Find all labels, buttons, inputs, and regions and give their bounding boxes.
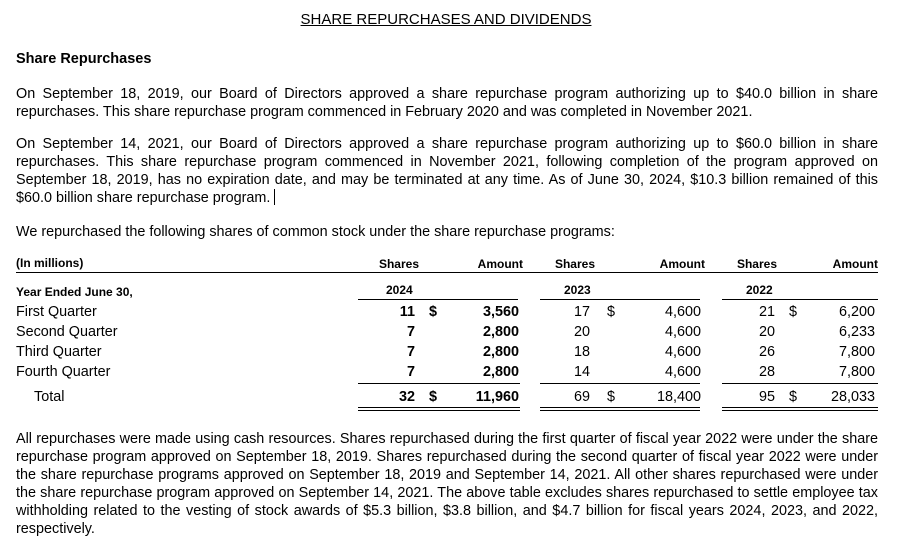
year-rule-2022	[722, 299, 878, 300]
total-shares-2022: 95	[758, 389, 775, 405]
shares-2022: 28	[758, 364, 775, 380]
amount-2023: 4,600	[664, 304, 701, 320]
shares-2024: 7	[406, 364, 415, 380]
row-label: First Quarter	[16, 304, 97, 320]
total-double-rule-2024-a	[358, 407, 520, 408]
shares-2023: 14	[573, 364, 590, 380]
shares-2023: 17	[573, 304, 590, 320]
shares-2023: 20	[573, 324, 590, 340]
currency-2022: $	[789, 304, 798, 320]
col-header-amount-2023: Amount	[659, 257, 705, 271]
paragraph-footnote: All repurchases were made using cash resources. Shares repurchased during the first quarter of fiscal year 2022 were under the share repurchase program approved on September 18, 2019. Shares repurchased during the second quarter of fiscal year 2022 were under the share repurchase programs approved on September 18, 2019 and September 14, 2021. All other shares repurchased were under the share repurchase program approved on September 14, 2021. The above table excludes shares repurchased to settle employee tax withholding related to the vesting of stock awards of $5.3 billion, $3.8 billion, and $4.7 billion for fiscal years 2024, 2023, and 2022, respectively.	[16, 431, 878, 537]
year-2023: 2023	[564, 283, 591, 297]
page-title: SHARE REPURCHASES AND DIVIDENDS	[300, 11, 592, 28]
year-rule-2024	[358, 299, 518, 300]
total-double-rule-2023-b	[540, 410, 700, 411]
shares-2024: 7	[406, 344, 415, 360]
row-label: Third Quarter	[16, 344, 102, 360]
total-currency-2022: $	[789, 389, 798, 405]
year-2024: 2024	[386, 283, 413, 297]
year-rule-2023	[540, 299, 700, 300]
amount-2022: 7,800	[838, 364, 875, 380]
year-2022: 2022	[746, 283, 773, 297]
total-amount-2023: 18,400	[656, 389, 701, 405]
amount-2023: 4,600	[664, 324, 701, 340]
amount-2023: 4,600	[664, 364, 701, 380]
total-double-rule-2022-b	[722, 410, 878, 411]
col-header-amount-2024: Amount	[477, 257, 523, 271]
currency-2024: $	[429, 304, 438, 320]
amount-2024: 2,800	[482, 324, 519, 340]
header-rule	[16, 272, 878, 273]
paragraph-table-intro: We repurchased the following shares of common stock under the share repurchase programs:	[16, 224, 615, 240]
amount-2023: 4,600	[664, 344, 701, 360]
amount-2024: 3,560	[482, 304, 519, 320]
period-label: Year Ended June 30,	[16, 285, 133, 299]
amount-2022: 7,800	[838, 344, 875, 360]
paragraph-program-2021-text: On September 14, 2021, our Board of Directors approved a share repurchase program authorizing up to $60.0 billion in share repurchases. This share repurchase program commenced in November 2021, following completion of the program approved on September 18, 2019, has no expiration date, and may be terminated at any time. As of June 30, 2024, $10.3 billion remained of this $60.0 billion share repurchase program.	[16, 136, 878, 206]
paragraph-program-2021	[16, 135, 878, 207]
col-header-amount-2022: Amount	[832, 257, 878, 271]
row-label: Fourth Quarter	[16, 364, 111, 380]
total-double-rule-2023-a	[540, 407, 700, 408]
shares-2022: 20	[758, 324, 775, 340]
subtotal-rule-2024	[358, 383, 520, 384]
col-header-shares-2023: Shares	[554, 257, 595, 271]
row-label: Second Quarter	[16, 324, 118, 340]
section-heading: Share Repurchases	[16, 51, 152, 67]
unit-label: (In millions)	[16, 256, 84, 270]
currency-2023: $	[607, 304, 616, 320]
subtotal-rule-2022	[722, 383, 878, 384]
paragraph-program-2019: On September 18, 2019, our Board of Directors approved a share repurchase program authorizing up to $40.0 billion in share repurchases. This share repurchase program commenced in February 2020 and was completed in November 2021.	[16, 86, 878, 120]
shares-2024: 7	[406, 324, 415, 340]
total-label: Total	[34, 389, 65, 405]
text-cursor	[274, 189, 275, 205]
total-shares-2024: 32	[398, 389, 415, 405]
total-double-rule-2022-a	[722, 407, 878, 408]
total-amount-2024: 11,960	[475, 389, 519, 405]
total-shares-2023: 69	[573, 389, 590, 405]
amount-2022: 6,200	[838, 304, 875, 320]
subtotal-rule-2023	[540, 383, 700, 384]
amount-2024: 2,800	[482, 344, 519, 360]
shares-2022: 21	[758, 304, 775, 320]
col-header-shares-2022: Shares	[736, 257, 777, 271]
total-currency-2024: $	[429, 389, 438, 405]
amount-2024: 2,800	[482, 364, 519, 380]
total-amount-2022: 28,033	[830, 389, 875, 405]
shares-2024: 11	[399, 304, 415, 320]
shares-2022: 26	[758, 344, 775, 360]
total-currency-2023: $	[607, 389, 616, 405]
amount-2022: 6,233	[838, 324, 875, 340]
total-double-rule-2024-b	[358, 410, 520, 411]
shares-2023: 18	[573, 344, 590, 360]
col-header-shares-2024: Shares	[378, 257, 419, 271]
